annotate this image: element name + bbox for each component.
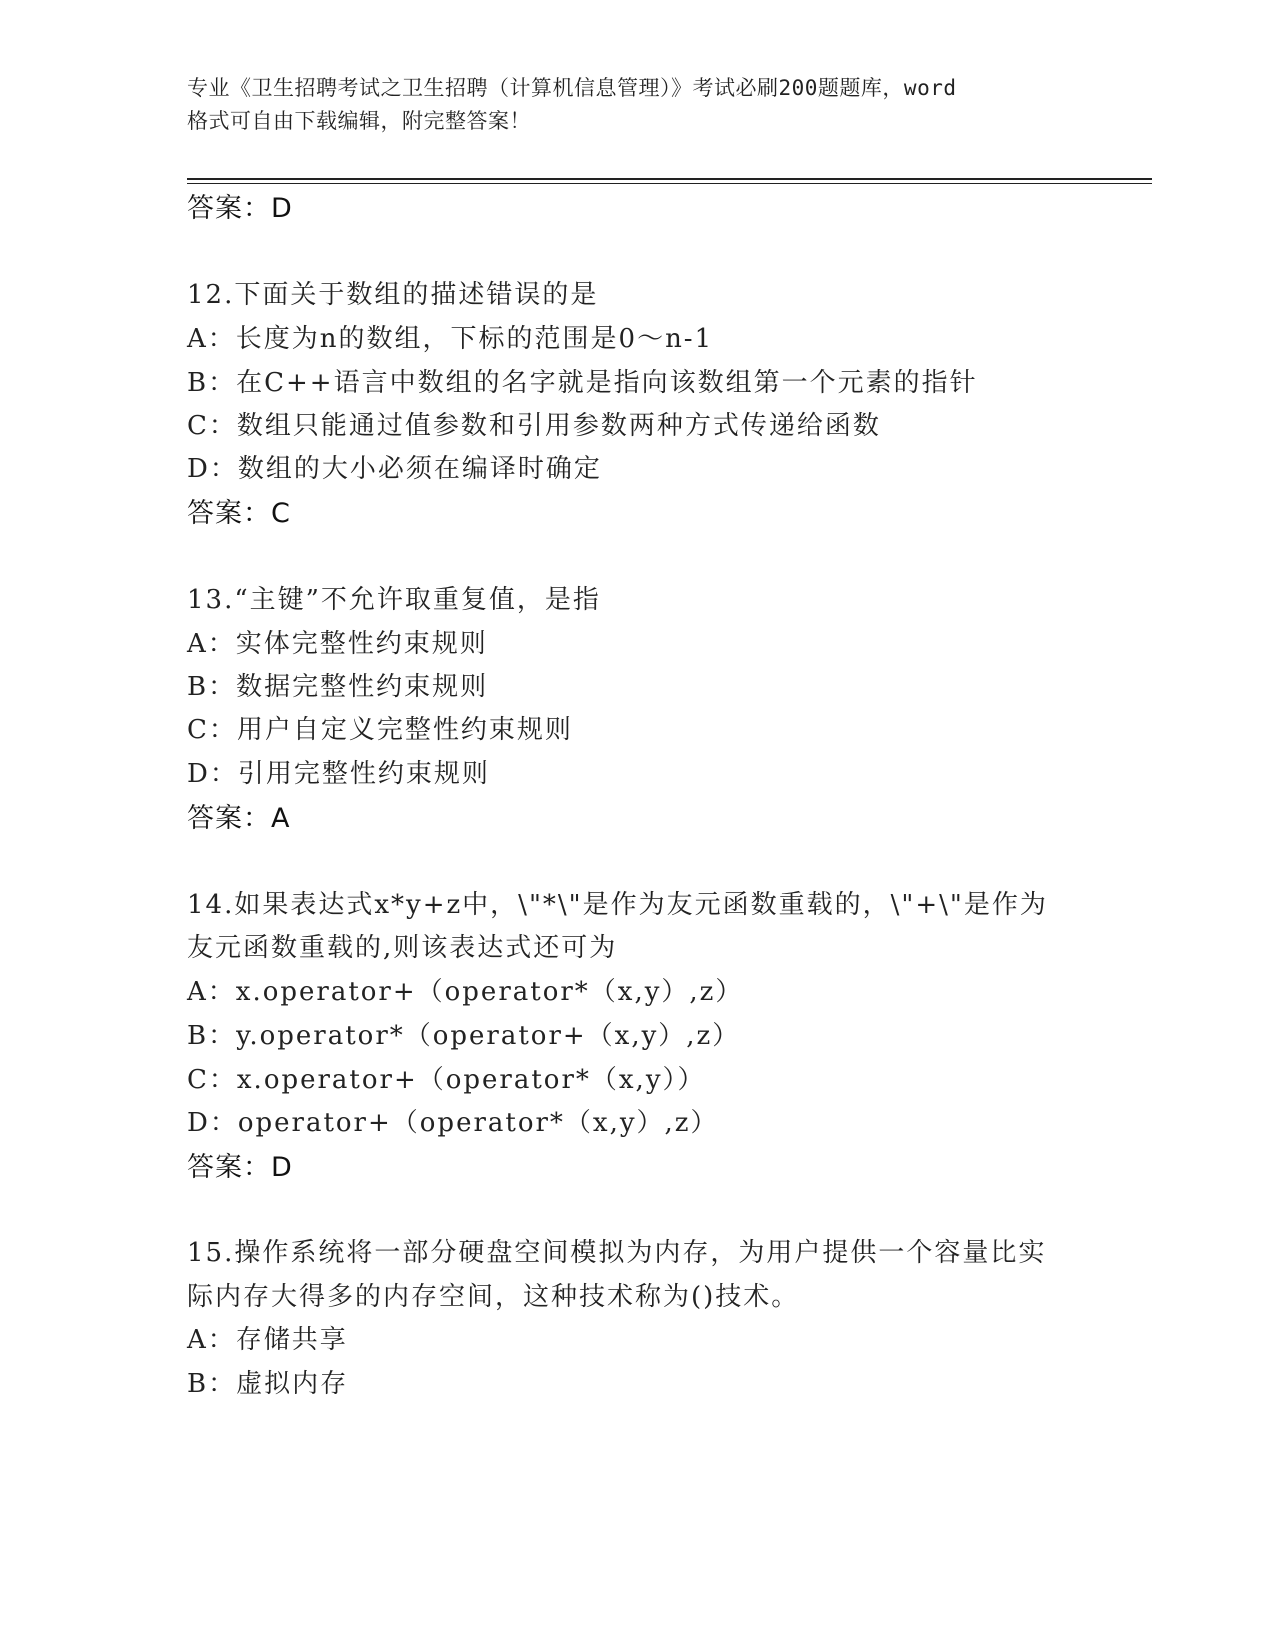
option-c: C：数组只能通过值参数和引用参数两种方式传递给函数 xyxy=(187,411,881,441)
question-stem-line-1: 14.如果表达式x*y+z中，\"*\"是作为友元函数重载的，\"+\"是作为 xyxy=(187,890,1048,920)
option-c: C：用户自定义完整性约束规则 xyxy=(187,715,573,745)
answer: 答案：A xyxy=(187,803,291,834)
question-stem: 12.下面关于数组的描述错误的是 xyxy=(187,280,599,310)
question-stem: 13.“主键”不允许取重复值，是指 xyxy=(187,585,601,615)
option-a: A：长度为n的数组，下标的范围是0～n-1 xyxy=(187,324,714,354)
header-divider xyxy=(187,178,1152,180)
question-stem-line-1: 15.操作系统将一部分硬盘空间模拟为内存，为用户提供一个容量比实 xyxy=(187,1238,1047,1268)
option-a: A：存储共享 xyxy=(187,1325,348,1355)
header-line-2: 格式可自由下载编辑，附完整答案！ xyxy=(187,109,531,133)
answer: 答案：C xyxy=(187,498,291,529)
option-d: D：引用完整性约束规则 xyxy=(187,759,490,789)
option-d: D：数组的大小必须在编译时确定 xyxy=(187,454,602,484)
option-b: B：y.operator*（operator+（x,y）,z） xyxy=(187,1021,741,1051)
header-line-1: 专业《卫生招聘考试之卫生招聘（计算机信息管理）》考试必刷200题题库，word xyxy=(187,76,957,100)
option-b: B：数据完整性约束规则 xyxy=(187,672,489,702)
question-stem-line-2: 际内存大得多的内存空间，这种技术称为()技术。 xyxy=(187,1282,800,1312)
option-b: B：在C++语言中数组的名字就是指向该数组第一个元素的指针 xyxy=(187,368,978,398)
option-d: D：operator+（operator*（x,y）,z） xyxy=(187,1108,719,1138)
option-b: B：虚拟内存 xyxy=(187,1369,349,1399)
option-a: A：实体完整性约束规则 xyxy=(187,629,488,659)
document-header xyxy=(187,72,1087,138)
answer-previous: 答案：D xyxy=(187,193,293,224)
option-a: A：x.operator+（operator*（x,y）,z） xyxy=(187,977,744,1007)
header-divider-thin xyxy=(187,183,1152,184)
option-c: C：x.operator+（operator*（x,y）） xyxy=(187,1065,706,1095)
question-stem-line-2: 友元函数重载的,则该表达式还可为 xyxy=(187,933,618,963)
answer: 答案：D xyxy=(187,1152,293,1183)
